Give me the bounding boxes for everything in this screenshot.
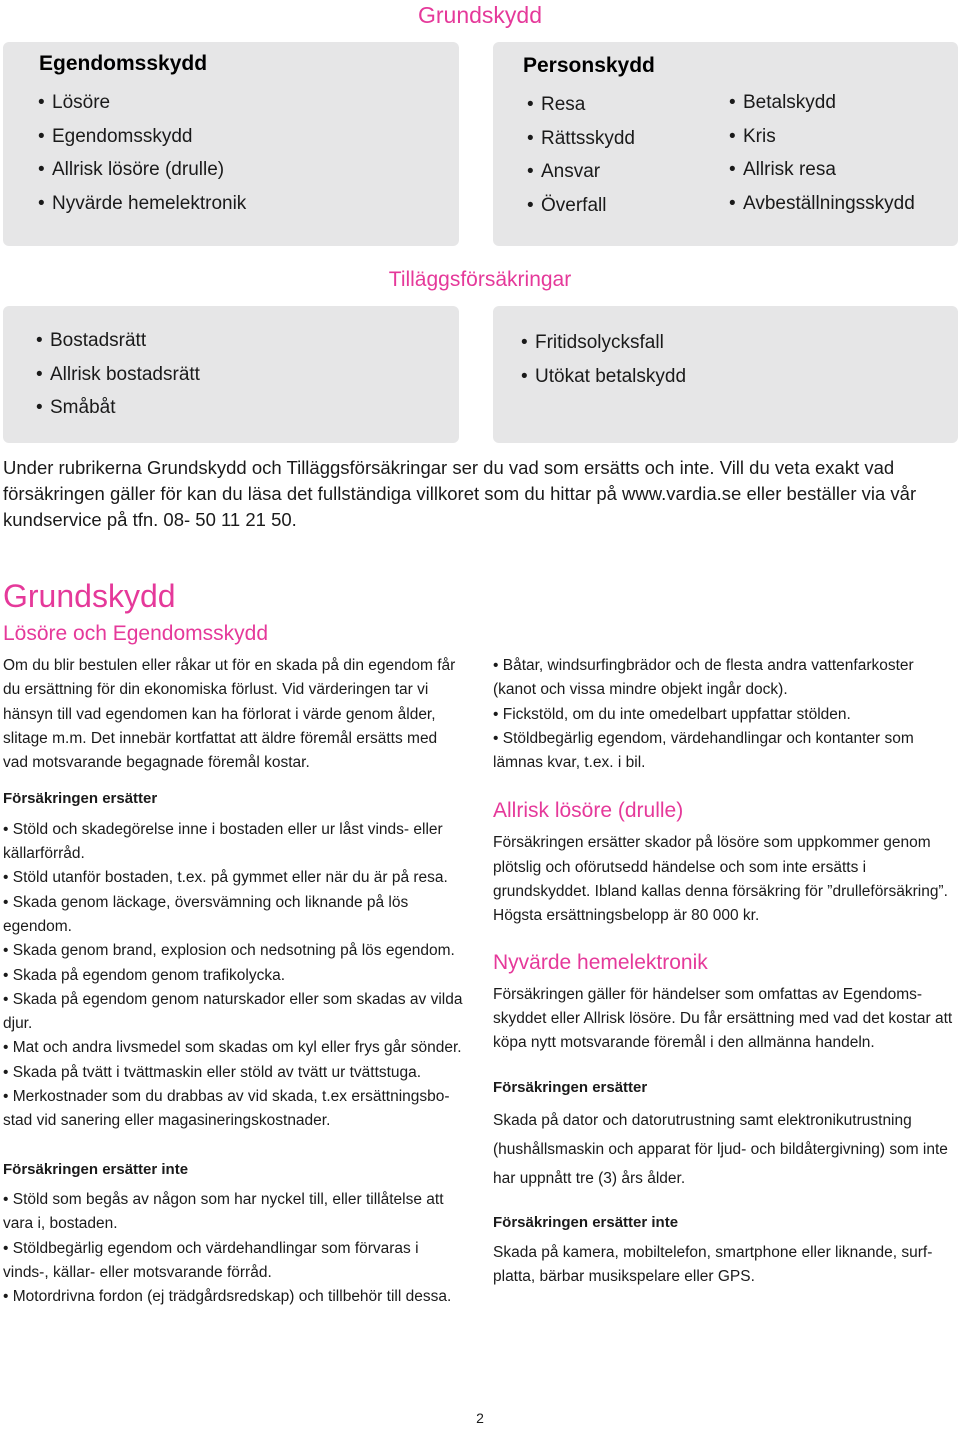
egendomsskydd-title: Egendomsskydd (39, 52, 208, 75)
intro-paragraph: Under rubrikerna Grundskydd och Tilläggsförsäkringar ser du vad som ersätts och inte. Vill du veta exakt vad försäkringen gäller för kan du läsa det fullständiga villkoret som du hittar på www.vardia.se eller beställer via vår kundservice på tfn. 08- 50 11 21 50. (3, 457, 917, 530)
list-item: • Stöld utanför bostaden, t.ex. på gymmet eller när du är på resa. (3, 869, 448, 887)
allrisk-title: Allrisk lösöre (drulle) (493, 799, 684, 823)
list-item: • Överfall (527, 189, 635, 223)
list-item: • Nyvärde hemelektronik (38, 187, 246, 221)
personskydd-list-left (527, 88, 635, 222)
list-item: • Fritidsolycksfall (521, 326, 686, 360)
list-item: • Utökat betalskydd (521, 360, 686, 394)
list-item: • Kris (729, 120, 915, 154)
list-item: • Allrisk bostadsrätt (36, 358, 200, 392)
list-item: • Stöldbegärlig egendom och värdehandlingar som förvaras i vinds-, källar- eller motsvarande förråd. (3, 1239, 419, 1281)
personskydd-title: Personskydd (523, 54, 655, 77)
nyvarde-not-covered-text: Skada på kamera, mobiltelefon, smartphone eller liknande, surfplatta, bärbar musikspelare eller GPS. (493, 1244, 933, 1286)
list-item: • Skada på tvätt i tvättmaskin eller stöld av tvätt ur tvättstuga. (3, 1063, 422, 1081)
nyvarde-covered-heading: Försäkringen ersätter (493, 1078, 648, 1096)
page-header-title: Grundskydd (417, 2, 542, 28)
tillagg-title: Tilläggsförsäkringar (388, 268, 572, 291)
list-item: • Avbeställningsskydd (729, 187, 915, 221)
not-covered-list (3, 1188, 465, 1309)
section-subtitle: Lösöre och Egendomsskydd (3, 622, 268, 645)
egendomsskydd-list (38, 86, 246, 220)
list-item: • Stöld som begås av någon som har nyckel till, eller tillåtelse att vara i, bostaden. (3, 1190, 444, 1233)
list-item: • Skada genom läckage, översvämning och liknande på lös egendom. (3, 893, 409, 935)
lead-paragraph: Om du blir bestulen eller råkar ut för en skada på din egendom får du ersättning för din ekonomiska förlust. Vid värderingen tar vi hänsyn till vad egendomen kan ha förlorat i värde genom ålder, slitage m.m. Det innebär kortfattat att äldre föremål ersätts med vad motsvarande begagnade föremål kostar. (3, 657, 456, 772)
left-column (3, 654, 465, 1309)
egendomsskydd-box (3, 42, 459, 246)
list-item: • Stöld och skadegörelse inne i bostaden eller ur låst vinds- eller källarförråd. (3, 820, 443, 863)
allrisk-text: Försäkringen ersätter skador på lösöre som uppkommer genom plötslig och oförutsedd händelse och som inte ersätts i grundskyddet. Ibland kallas denna försäkring för ”drulleförsäkring”. Högsta ersättningsbelopp är 80 000 kr. (493, 834, 948, 925)
tillagg-right-list (521, 326, 686, 393)
covered-list (3, 818, 465, 1134)
list-item: • Fickstöld, om du inte omedelbart uppfattar stölden. (493, 705, 851, 723)
nyvarde-not-covered-heading: Försäkringen ersätter inte (493, 1213, 679, 1231)
not-covered-heading: Försäkringen ersätter inte (3, 1160, 189, 1178)
tillagg-right-box (493, 306, 958, 443)
list-item: • Egendomsskydd (38, 120, 246, 154)
list-item: • Stöldbegärlig egendom, värdehandlingar och kontanter som lämnas kvar, t.ex. i bil. (493, 729, 914, 772)
continued-list (493, 654, 955, 775)
list-item: • Skada på egendom genom naturskador eller som skadas av vilda djur. (3, 990, 463, 1033)
list-item: • Lösöre (38, 86, 246, 120)
list-item: • Båtar, windsurfingbrädor och de flesta andra vattenfarkoster (kanot och vissa mindre objekt ingår dock). (493, 657, 914, 699)
list-item: • Allrisk lösöre (drulle) (38, 153, 246, 187)
tillagg-left-list (36, 324, 200, 425)
list-item: • Ansvar (527, 155, 635, 189)
list-item: • Allrisk resa (729, 153, 915, 187)
nyvarde-text: Försäkringen gäller för händelser som omfattas av Egendomsskyddet eller Allrisk lösöre. Du får ersättning med vad det kostar att köpa nytt motsvarande föremål i den allmänna handeln. (493, 985, 953, 1052)
list-item: • Skada på egendom genom trafikolycka. (3, 966, 286, 984)
list-item: • Bostadsrätt (36, 324, 200, 358)
personskydd-list-right (729, 86, 915, 220)
list-item: • Mat och andra livsmedel som skadas om kyl eller frys går sönder. (3, 1039, 462, 1057)
list-item: • Merkostnader som du drabbas av vid skada, t.ex ersättningsbostad vid sanering eller magasineringskostnader. (3, 1088, 450, 1130)
tillagg-left-box (3, 306, 459, 443)
list-item: • Resa (527, 88, 635, 122)
list-item: • Småbåt (36, 391, 200, 425)
list-item: • Skada genom brand, explosion och nedsotning på lös egendom. (3, 942, 455, 960)
covered-heading: Försäkringen ersätter (3, 790, 158, 808)
list-item: • Motordrivna fordon (ej trädgårdsredskap) och tillbehör till dessa. (3, 1288, 452, 1306)
personskydd-box (493, 42, 958, 246)
nyvarde-covered-text: Skada på dator och datorutrustning samt elektronikutrustning (hushållsmaskin och apparat för ljud- och bildåtergivning) som inte har uppnått tre (3) års ålder. (493, 1111, 948, 1187)
page-number: 2 (476, 1410, 484, 1426)
right-column (493, 654, 955, 1290)
list-item: • Betalskydd (729, 86, 915, 120)
nyvarde-title: Nyvärde hemelektronik (493, 950, 708, 974)
section-title: Grundskydd (3, 578, 176, 614)
list-item: • Rättsskydd (527, 122, 635, 156)
